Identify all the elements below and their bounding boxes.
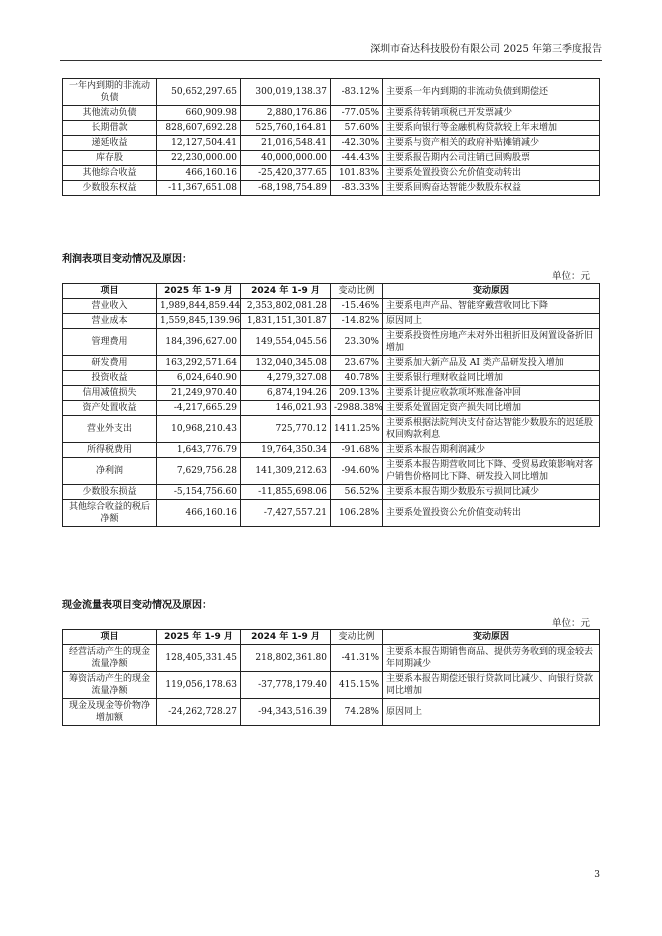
change-reason-cell: 主要系电声产品、智能穿戴营收同比下降 <box>383 299 600 314</box>
table-row <box>63 121 600 136</box>
income-table <box>62 283 600 527</box>
change-ratio-cell: -94.60% <box>331 458 383 485</box>
row-label-cell: 长期借款 <box>63 121 157 136</box>
table-row <box>63 329 600 356</box>
column-header: 2025 年 1-9 月 <box>157 284 241 299</box>
row-label-cell: 管理费用 <box>63 329 157 356</box>
table-row <box>63 699 600 726</box>
prior-period-cell: 6,874,194.26 <box>241 386 331 401</box>
row-label-cell: 少数股东权益 <box>63 181 157 196</box>
change-ratio-cell: 1411.25% <box>331 416 383 443</box>
change-ratio-cell: -91.68% <box>331 443 383 458</box>
current-period-cell: 10,968,210.43 <box>157 416 241 443</box>
row-label-cell: 筹资活动产生的现金流量净额 <box>63 672 157 699</box>
change-reason-cell: 主要系向银行等金融机构贷款较上年末增加 <box>383 121 600 136</box>
current-period-cell: 12,127,504.41 <box>157 136 241 151</box>
balance-sheet-body <box>63 79 600 196</box>
row-label-cell: 信用减值损失 <box>63 386 157 401</box>
prior-period-cell: 19,764,350.34 <box>241 443 331 458</box>
current-period-cell: 7,629,756.28 <box>157 458 241 485</box>
column-header: 项目 <box>63 630 157 645</box>
change-reason-cell: 主要系根据法院判决支付奋达智能少数股东的迟延股权回购款利息 <box>383 416 600 443</box>
current-period-cell: -11,367,651.08 <box>157 181 241 196</box>
change-reason-cell: 主要系本报告期销售商品、提供劳务收到的现金较去年同期减少 <box>383 645 600 672</box>
current-period-cell: 6,024,640.90 <box>157 371 241 386</box>
income-section-title: 利润表项目变动情况及原因： <box>62 254 192 265</box>
current-period-cell: 466,160.16 <box>157 500 241 527</box>
table-row <box>63 485 600 500</box>
change-ratio-cell: -42.30% <box>331 136 383 151</box>
balance-sheet-table <box>62 78 600 196</box>
row-label-cell: 净利润 <box>63 458 157 485</box>
change-reason-cell: 主要系报告期内公司注销已回购股票 <box>383 151 600 166</box>
column-header: 2024 年 1-9 月 <box>241 630 331 645</box>
current-period-cell: 128,405,331.45 <box>157 645 241 672</box>
change-ratio-cell: 74.28% <box>331 699 383 726</box>
current-period-cell: 21,249,970.40 <box>157 386 241 401</box>
row-label-cell: 一年内到期的非流动负债 <box>63 79 157 106</box>
change-reason-cell: 主要系本报告期利润减少 <box>383 443 600 458</box>
row-label-cell: 资产处置收益 <box>63 401 157 416</box>
page-header <box>60 40 602 61</box>
cashflow-table <box>62 629 600 726</box>
current-period-cell: 50,652,297.65 <box>157 79 241 106</box>
change-ratio-cell: 57.60% <box>331 121 383 136</box>
prior-period-cell: -68,198,754.89 <box>241 181 331 196</box>
prior-period-cell: -25,420,377.65 <box>241 166 331 181</box>
prior-period-cell: 1,831,151,301.87 <box>241 314 331 329</box>
column-header: 变动比例 <box>331 284 383 299</box>
table-row <box>63 371 600 386</box>
change-ratio-cell: -77.05% <box>331 106 383 121</box>
prior-period-cell: 40,000,000.00 <box>241 151 331 166</box>
row-label-cell: 营业外支出 <box>63 416 157 443</box>
current-period-cell: 1,643,776.79 <box>157 443 241 458</box>
cashflow-unit: 单位：元 <box>551 618 590 629</box>
row-label-cell: 投资收益 <box>63 371 157 386</box>
row-label-cell: 其他综合收益的税后净额 <box>63 500 157 527</box>
table-row <box>63 443 600 458</box>
column-header: 2024 年 1-9 月 <box>241 284 331 299</box>
report-title: 深圳市奋达科技股份有限公司 2025 年第三季度报告 <box>370 44 602 55</box>
page-number: 3 <box>594 870 600 880</box>
change-ratio-cell: -14.82% <box>331 314 383 329</box>
change-reason-cell: 主要系投资性房地产未对外出租折旧及闲置设备折旧增加 <box>383 329 600 356</box>
row-label-cell: 所得税费用 <box>63 443 157 458</box>
change-reason-cell: 主要系回购奋达智能少数股东权益 <box>383 181 600 196</box>
current-period-cell: 119,056,178.63 <box>157 672 241 699</box>
current-period-cell: 1,559,845,139.96 <box>157 314 241 329</box>
prior-period-cell: 141,309,212.63 <box>241 458 331 485</box>
current-period-cell: -24,262,728.27 <box>157 699 241 726</box>
table-row <box>63 106 600 121</box>
change-reason-cell: 主要系处置固定资产损失同比增加 <box>383 401 600 416</box>
change-reason-cell: 主要系银行理财收益同比增加 <box>383 371 600 386</box>
change-ratio-cell: -44.43% <box>331 151 383 166</box>
change-ratio-cell: 415.15% <box>331 672 383 699</box>
change-reason-cell: 原因同上 <box>383 314 600 329</box>
change-ratio-cell: 40.78% <box>331 371 383 386</box>
change-reason-cell: 主要系本报告期少数股东亏损同比减少 <box>383 485 600 500</box>
row-label-cell: 经营活动产生的现金流量净额 <box>63 645 157 672</box>
current-period-cell: 184,396,627.00 <box>157 329 241 356</box>
prior-period-cell: -94,343,516.39 <box>241 699 331 726</box>
row-label-cell: 库存股 <box>63 151 157 166</box>
column-header: 2025 年 1-9 月 <box>157 630 241 645</box>
column-header: 项目 <box>63 284 157 299</box>
prior-period-cell: 725,770.12 <box>241 416 331 443</box>
change-ratio-cell: -83.12% <box>331 79 383 106</box>
change-reason-cell: 主要系待转销项税已开发票减少 <box>383 106 600 121</box>
table-row <box>63 672 600 699</box>
income-header-row <box>63 284 600 299</box>
change-ratio-cell: -41.31% <box>331 645 383 672</box>
change-ratio-cell: 101.83% <box>331 166 383 181</box>
prior-period-cell: -11,855,698.06 <box>241 485 331 500</box>
change-ratio-cell: 23.67% <box>331 356 383 371</box>
table-row <box>63 401 600 416</box>
current-period-cell: 22,230,000.00 <box>157 151 241 166</box>
table-row <box>63 299 600 314</box>
table-row <box>63 416 600 443</box>
table-row <box>63 79 600 106</box>
prior-period-cell: -7,427,557.21 <box>241 500 331 527</box>
row-label-cell: 营业收入 <box>63 299 157 314</box>
income-body <box>63 299 600 527</box>
change-ratio-cell: -15.46% <box>331 299 383 314</box>
change-reason-cell: 主要系一年内到期的非流动负债到期偿还 <box>383 79 600 106</box>
column-header: 变动原因 <box>383 284 600 299</box>
current-period-cell: 466,160.16 <box>157 166 241 181</box>
change-ratio-cell: -2988.38% <box>331 401 383 416</box>
change-ratio-cell: -83.33% <box>331 181 383 196</box>
change-reason-cell: 主要系处置投资公允价值变动转出 <box>383 166 600 181</box>
change-reason-cell: 主要系本报告期营收同比下降、受贸易政策影响对客户销售价格同比下降、研发投入同比增加 <box>383 458 600 485</box>
table-row <box>63 645 600 672</box>
prior-period-cell: -37,778,179.40 <box>241 672 331 699</box>
prior-period-cell: 2,353,802,081.28 <box>241 299 331 314</box>
prior-period-cell: 21,016,548.41 <box>241 136 331 151</box>
table-row <box>63 166 600 181</box>
table-row <box>63 386 600 401</box>
change-reason-cell: 原因同上 <box>383 699 600 726</box>
prior-period-cell: 149,554,045.56 <box>241 329 331 356</box>
table-row <box>63 458 600 485</box>
current-period-cell: 828,607,692.28 <box>157 121 241 136</box>
change-ratio-cell: 106.28% <box>331 500 383 527</box>
row-label-cell: 其他流动负债 <box>63 106 157 121</box>
current-period-cell: -5,154,756.60 <box>157 485 241 500</box>
column-header: 变动原因 <box>383 630 600 645</box>
change-reason-cell: 主要系处置投资公允价值变动转出 <box>383 500 600 527</box>
change-reason-cell: 主要系与资产相关的政府补贴摊销减少 <box>383 136 600 151</box>
prior-period-cell: 525,760,164.81 <box>241 121 331 136</box>
change-ratio-cell: 23.30% <box>331 329 383 356</box>
row-label-cell: 营业成本 <box>63 314 157 329</box>
current-period-cell: 163,292,571.64 <box>157 356 241 371</box>
table-row <box>63 181 600 196</box>
row-label-cell: 其他综合收益 <box>63 166 157 181</box>
prior-period-cell: 218,802,361.80 <box>241 645 331 672</box>
cashflow-body <box>63 645 600 726</box>
row-label-cell: 递延收益 <box>63 136 157 151</box>
row-label-cell: 研发费用 <box>63 356 157 371</box>
prior-period-cell: 4,279,327.08 <box>241 371 331 386</box>
prior-period-cell: 132,040,345.08 <box>241 356 331 371</box>
table-row <box>63 136 600 151</box>
change-ratio-cell: 209.13% <box>331 386 383 401</box>
column-header: 变动比例 <box>331 630 383 645</box>
table-row <box>63 500 600 527</box>
income-unit: 单位：元 <box>551 271 590 282</box>
current-period-cell: -4,217,665.29 <box>157 401 241 416</box>
change-ratio-cell: 56.52% <box>331 485 383 500</box>
table-row <box>63 356 600 371</box>
cashflow-section-title: 现金流量表项目变动情况及原因： <box>62 600 212 611</box>
change-reason-cell: 主要系计提应收款项坏账准备冲回 <box>383 386 600 401</box>
row-label-cell: 少数股东损益 <box>63 485 157 500</box>
prior-period-cell: 2,880,176.86 <box>241 106 331 121</box>
table-row <box>63 314 600 329</box>
prior-period-cell: 146,021.93 <box>241 401 331 416</box>
prior-period-cell: 300,019,138.37 <box>241 79 331 106</box>
change-reason-cell: 主要系加大新产品及 AI 类产品研发投入增加 <box>383 356 600 371</box>
table-row <box>63 151 600 166</box>
cashflow-header-row <box>63 630 600 645</box>
current-period-cell: 660,909.98 <box>157 106 241 121</box>
change-reason-cell: 主要系本报告期偿还银行贷款同比减少、向银行贷款同比增加 <box>383 672 600 699</box>
row-label-cell: 现金及现金等价物净增加额 <box>63 699 157 726</box>
current-period-cell: 1,989,844,859.44 <box>157 299 241 314</box>
